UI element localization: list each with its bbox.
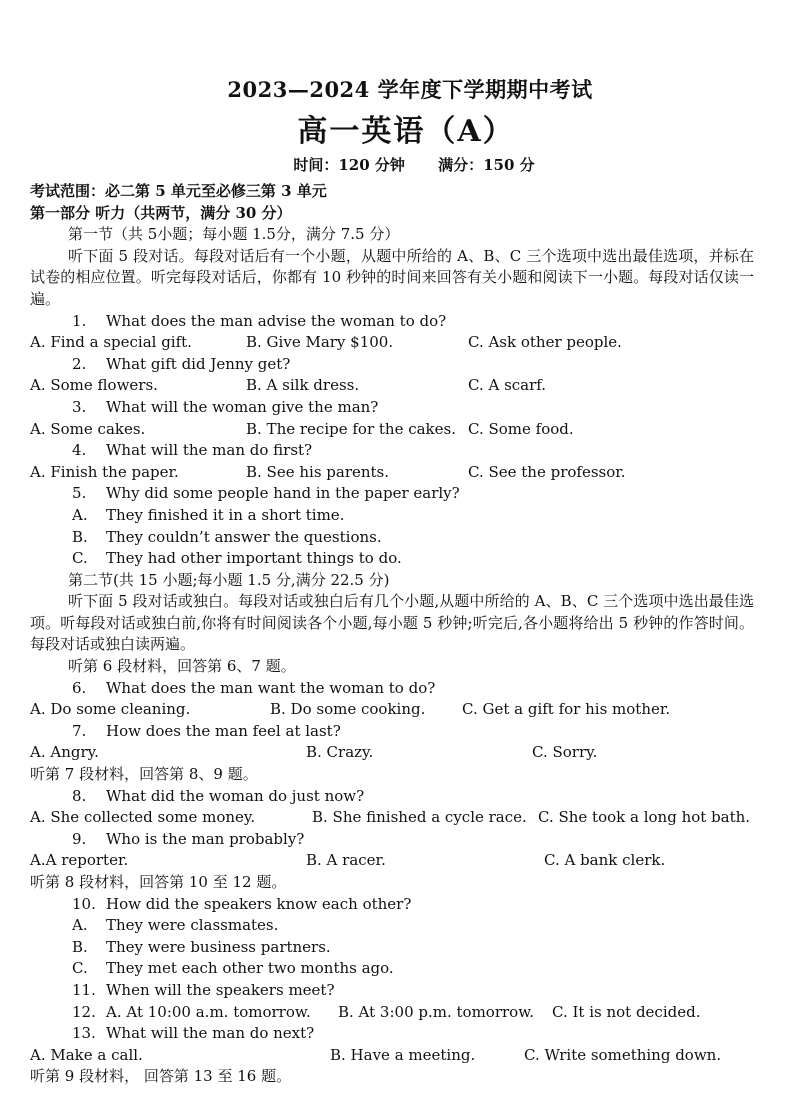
- question-number: 12.: [72, 1002, 96, 1021]
- option-text: They couldn’t answer the questions.: [106, 527, 382, 546]
- option-c: C. She took a long hot bath.: [538, 808, 751, 827]
- options-2: [30, 375, 754, 397]
- option-b: B. Do some cooking.: [270, 700, 426, 719]
- option-b: [30, 527, 754, 549]
- option-letter: C.: [72, 959, 88, 978]
- option-b: B. Give Mary $100.: [246, 333, 394, 352]
- option-c: C. A bank clerk.: [544, 851, 666, 870]
- question-6: [30, 678, 754, 700]
- question-2: [30, 354, 754, 376]
- question-text: How did the speakers know each other?: [106, 894, 412, 913]
- section2-instructions: 听下面 5 段对话或独白。每段对话或独白后有几个小题,从题中所给的 A、B、C 三个选项中选出最佳选项。听每段对话或独白前,你将有时间阅读各个小题,每小题 5 秒钟;听完后,各小题将给出 5 秒钟的作答时间。每段对话或独白读两遍。: [30, 592, 754, 654]
- option-c: [30, 958, 754, 980]
- question-12: [30, 1002, 754, 1024]
- question-text: What will the man do first?: [106, 441, 313, 460]
- option-b: [30, 937, 754, 959]
- question-number: 6.: [72, 678, 87, 697]
- question-text: What does the man want the woman to do?: [106, 678, 436, 697]
- option-a: A. Find a special gift.: [30, 333, 192, 352]
- score-label: 满分：150 分: [438, 156, 535, 174]
- option-a: A. Some cakes.: [30, 419, 146, 438]
- question-1: [30, 311, 754, 333]
- options-4: [30, 462, 754, 484]
- options-6: [30, 699, 754, 721]
- option-c: C. Some food.: [468, 419, 574, 438]
- question-number: 9.: [72, 829, 87, 848]
- section2-heading: 第二节(共 15 小题;每小题 1.5 分,满分 22.5 分): [68, 570, 390, 589]
- option-c: C. See the professor.: [468, 462, 626, 481]
- options-3: [30, 419, 754, 441]
- section1-instructions: 听下面 5 段对话。每段对话后有一个小题，从题中所给的 A、B、C 三个选项中选出最佳选项，并标在试卷的相应位置。听完每段对话后，你都有 10 秒钟的时间来回答有关小题和阅读下一小题。每段对话仅读一遍。: [30, 246, 754, 308]
- option-a: A. She collected some money.: [30, 808, 256, 827]
- question-number: 13.: [72, 1024, 96, 1043]
- material-7-heading: 听第 7 段材料，回答第 8、9 题。: [30, 765, 258, 784]
- question-text: Why did some people hand in the paper early?: [106, 484, 460, 503]
- question-text: What will the man do next?: [106, 1024, 315, 1043]
- option-b: B. The recipe for the cakes.: [246, 419, 456, 438]
- options-13: [30, 1045, 754, 1067]
- option-b: B. See his parents.: [246, 462, 390, 481]
- option-c: C. A scarf.: [468, 376, 547, 395]
- option-b: B. She finished a cycle race.: [312, 808, 527, 827]
- option-a: A. Finish the paper.: [30, 462, 179, 481]
- question-text: What did the woman do just now?: [106, 786, 365, 805]
- exam-year-title: 2023—2024 学年度下学期期中考试: [227, 77, 593, 102]
- option-c: C. Ask other people.: [468, 333, 622, 352]
- question-number: 5.: [72, 484, 87, 503]
- options-7: [30, 742, 754, 764]
- option-text: They met each other two months ago.: [106, 959, 394, 978]
- option-b: B. Have a meeting.: [330, 1045, 476, 1064]
- option-c: C. Write something down.: [524, 1045, 722, 1064]
- question-number: 7.: [72, 721, 87, 740]
- question-number: 11.: [72, 980, 96, 999]
- option-a: A. At 10:00 a.m. tomorrow.: [106, 1002, 311, 1021]
- option-letter: B.: [72, 527, 88, 546]
- question-5: [30, 483, 754, 505]
- option-b: B. A racer.: [306, 851, 386, 870]
- question-number: 3.: [72, 397, 87, 416]
- option-b: B. A silk dress.: [246, 376, 360, 395]
- option-a: A. Angry.: [30, 743, 99, 762]
- question-10: [30, 894, 754, 916]
- option-letter: A.: [72, 505, 88, 524]
- question-number: 4.: [72, 441, 87, 460]
- part1-heading: 第一部分 听力（共两节，满分 30 分）: [30, 203, 292, 222]
- question-7: [30, 721, 754, 743]
- option-letter: B.: [72, 937, 88, 956]
- option-a: A.A reporter.: [30, 851, 129, 870]
- option-a: A. Some flowers.: [30, 376, 158, 395]
- option-b: B. At 3:00 p.m. tomorrow.: [338, 1002, 535, 1021]
- question-number: 1.: [72, 311, 87, 330]
- material-9-heading: 听第 9 段材料， 回答第 13 至 16 题。: [30, 1067, 292, 1086]
- option-text: They finished it in a short time.: [106, 505, 345, 524]
- material-6-heading: 听第 6 段材料，回答第 6、7 题。: [68, 657, 296, 676]
- option-a: A. Make a call.: [30, 1045, 143, 1064]
- question-text: What does the man advise the woman to do?: [106, 311, 447, 330]
- question-3: [30, 397, 754, 419]
- question-text: When will the speakers meet?: [106, 980, 335, 999]
- section1-heading: 第一节（共 5小题；每小题 1.5分，满分 7.5 分）: [68, 225, 400, 244]
- question-4: [30, 440, 754, 462]
- option-c: C. Sorry.: [532, 743, 598, 762]
- option-text: They were classmates.: [106, 916, 279, 935]
- option-a: [30, 505, 754, 527]
- option-letter: C.: [72, 549, 88, 568]
- material-8-heading: 听第 8 段材料，回答第 10 至 12 题。: [30, 873, 287, 891]
- question-11: [30, 980, 754, 1002]
- option-text: They were business partners.: [106, 937, 331, 956]
- option-a: [30, 915, 754, 937]
- options-1: [30, 332, 754, 354]
- options-9: [30, 850, 754, 872]
- question-text: What will the woman give the man?: [106, 397, 379, 416]
- question-number: 2.: [72, 354, 87, 373]
- question-13: [30, 1023, 754, 1045]
- option-c: [30, 548, 754, 570]
- question-8: [30, 786, 754, 808]
- question-text: How does the man feel at last?: [106, 721, 341, 740]
- question-number: 8.: [72, 786, 87, 805]
- question-number: 10.: [72, 894, 96, 913]
- exam-time-score: [74, 154, 754, 175]
- option-letter: A.: [72, 916, 88, 935]
- exam-subject-title: 高一英语（A）: [297, 114, 515, 149]
- options-8: [30, 807, 754, 829]
- time-label: 时间：120 分钟: [293, 156, 405, 174]
- question-text: Who is the man probably?: [106, 829, 305, 848]
- option-text: They had other important things to do.: [106, 549, 402, 568]
- exam-scope: 考试范围：必二第 5 单元至必修三第 3 单元: [30, 182, 327, 200]
- option-c: C. It is not decided.: [552, 1002, 701, 1021]
- option-b: B. Crazy.: [306, 743, 374, 762]
- option-c: C. Get a gift for his mother.: [462, 700, 671, 719]
- option-a: A. Do some cleaning.: [30, 700, 191, 719]
- question-9: [30, 829, 754, 851]
- question-text: What gift did Jenny get?: [106, 354, 291, 373]
